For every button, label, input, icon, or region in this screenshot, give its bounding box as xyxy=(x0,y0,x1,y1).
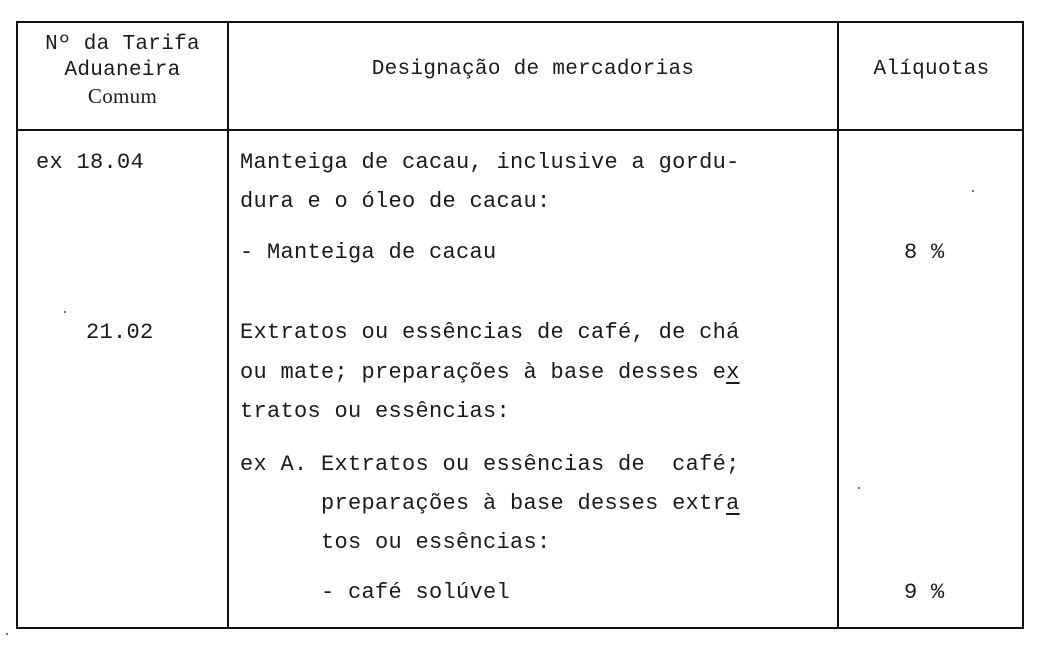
scan-speck xyxy=(64,311,66,313)
row2-sub-line2-text: preparações à base desses extr xyxy=(240,491,727,516)
header-designation: Designação de mercadorias xyxy=(371,58,695,81)
row2-desc-line1: Extratos ou essências de café, de chá xyxy=(240,320,740,345)
row2-item-line: - café solúvel xyxy=(240,580,511,605)
column-divider-2 xyxy=(837,23,839,627)
row1-sub-line: - Manteiga de cacau xyxy=(240,240,497,265)
tariff-table xyxy=(16,21,1024,629)
column-divider-1 xyxy=(227,23,229,627)
scan-speck xyxy=(6,633,8,635)
row2-desc-line3: tratos ou essências: xyxy=(240,399,511,424)
scan-speck xyxy=(858,487,860,489)
header-divider xyxy=(18,129,1022,131)
row2-desc-line2-underlined: x xyxy=(726,360,740,385)
row2-desc-line2 xyxy=(240,361,740,385)
row1-rate: 8 % xyxy=(904,240,945,265)
row2-sub-line2-underlined: a xyxy=(726,491,740,516)
row1-desc-line2: dura e o óleo de cacau: xyxy=(240,189,551,214)
row2-sub-line3: tos ou essências: xyxy=(240,530,551,555)
row2-sub-line2 xyxy=(240,492,740,516)
header-tariff-number-line1: Nº da Tarifa xyxy=(45,33,200,56)
row1-code: ex 18.04 xyxy=(36,150,145,175)
row1-desc-line1: Manteiga de cacau, inclusive a gordu- xyxy=(240,150,740,175)
header-tariff-number-line2: Aduaneira xyxy=(64,59,181,82)
row2-sub-line1: ex A. Extratos ou essências de café; xyxy=(240,452,740,477)
scan-speck xyxy=(972,190,974,192)
row2-rate: 9 % xyxy=(904,580,945,605)
row2-code: 21.02 xyxy=(86,320,154,345)
header-rates: Alíquotas xyxy=(873,58,990,81)
row2-desc-line2-text: ou mate; preparações à base desses e xyxy=(240,360,727,385)
header-tariff-number-line3: Comum xyxy=(87,84,158,108)
